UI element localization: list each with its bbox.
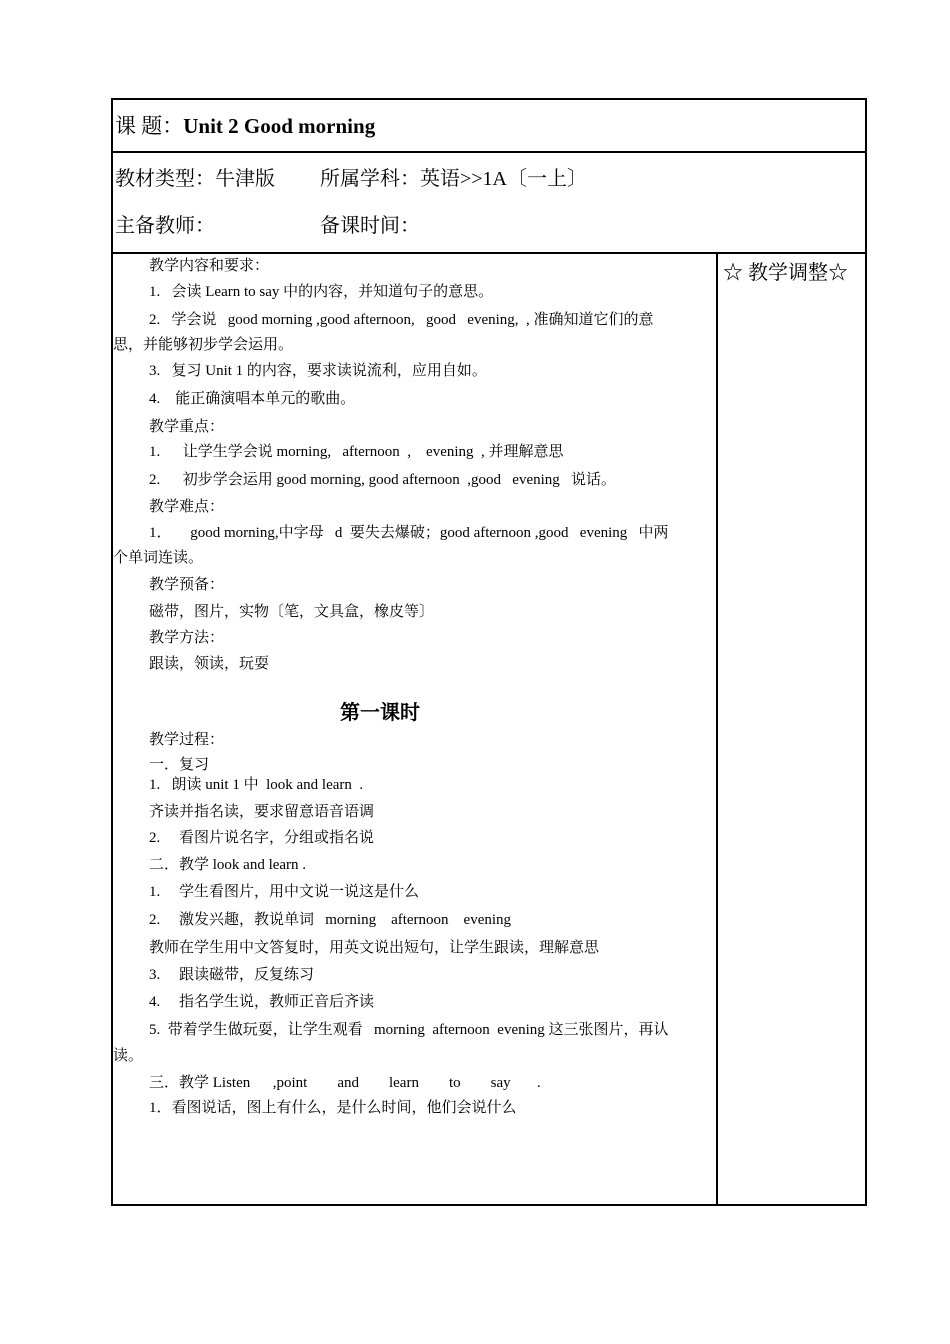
column-divider <box>716 254 718 1204</box>
content-line: 磁带，图片，实物〔笔，文具盒，橡皮等〕 <box>149 604 435 620</box>
process-line: 二．教学 look and learn . <box>149 857 307 873</box>
row-divider-1 <box>113 151 865 153</box>
subject: 所属学科：英语>>1A〔一上〕 <box>320 168 588 190</box>
content-line: 2. 初步学会运用 good morning, good afternoon ,good evening 说话。 <box>149 472 617 488</box>
content-line: 教学内容和要求： <box>149 258 270 274</box>
process-line: 5. 带着学生做玩耍，让学生观看 morning afternoon evening 这三张图片，再认 <box>149 1022 669 1038</box>
process-line: 1. 学生看图片，用中文说一说这是什么 <box>149 884 420 900</box>
content-line: 3. 复习 Unit 1 的内容，要求读说流利，应用自如。 <box>149 363 487 379</box>
prep-time: 备课时间： <box>320 215 420 237</box>
content-line: 教学方法： <box>149 630 225 646</box>
content-line: 教学难点： <box>149 499 225 515</box>
content-line: 1. 会读 Learn to say 中的内容，并知道句子的意思。 <box>149 284 494 300</box>
content-line: 1. 让学生学会说 morning, afternoon , evening , 并理解意思 <box>149 444 564 460</box>
process-line: 读。 <box>113 1048 144 1064</box>
content-line: 思，并能够初步学会运用。 <box>113 337 294 353</box>
topic-value: Unit 2 Good morning <box>183 114 376 138</box>
adjust-label: ☆ 教学调整☆ <box>723 262 848 284</box>
lesson-plan-table <box>111 98 867 1206</box>
process-line: 1. 朗读 unit 1 中 look and learn . <box>149 777 364 793</box>
process-line: 2. 看图片说名字，分组或指名说 <box>149 830 375 846</box>
lesson-title: 第一课时 <box>340 702 420 724</box>
topic-row <box>115 110 375 140</box>
process-line: 教学过程： <box>149 732 225 748</box>
content-line: 1． good morning,中字母 d 要失去爆破；good afternoon ,good evening 中两 <box>149 525 669 541</box>
content-line: 2. 学会说 good morning ,good afternoon, good evening, , 准确知道它们的意 <box>149 312 654 328</box>
topic-label: 课 题： <box>115 114 184 138</box>
process-line: 三．教学 Listen ,point and learn to say . <box>149 1075 541 1091</box>
process-line: 2. 激发兴趣，教说单词 morning afternoon evening <box>149 912 512 928</box>
process-line: 教师在学生用中文答复时，用英文说出短句，让学生跟读，理解意思 <box>149 940 600 956</box>
content-line: 个单词连读。 <box>113 550 204 566</box>
process-line: 一．复习 <box>149 757 210 773</box>
content-line: 4. 能正确演唱本单元的歌曲。 <box>149 391 356 407</box>
content-line: 教学预备： <box>149 577 225 593</box>
process-line: 1．看图说话，图上有什么，是什么时间，他们会说什么 <box>149 1100 517 1116</box>
process-line: 4. 指名学生说，教师正音后齐读 <box>149 994 375 1010</box>
content-line: 跟读，领读，玩耍 <box>149 656 270 672</box>
process-line: 3. 跟读磁带，反复练习 <box>149 967 315 983</box>
material-type: 教材类型：牛津版 <box>115 168 275 190</box>
process-line: 齐读并指名读，要求留意语音语调 <box>149 804 375 820</box>
content-line: 教学重点： <box>149 419 225 435</box>
teacher: 主备教师： <box>115 215 215 237</box>
